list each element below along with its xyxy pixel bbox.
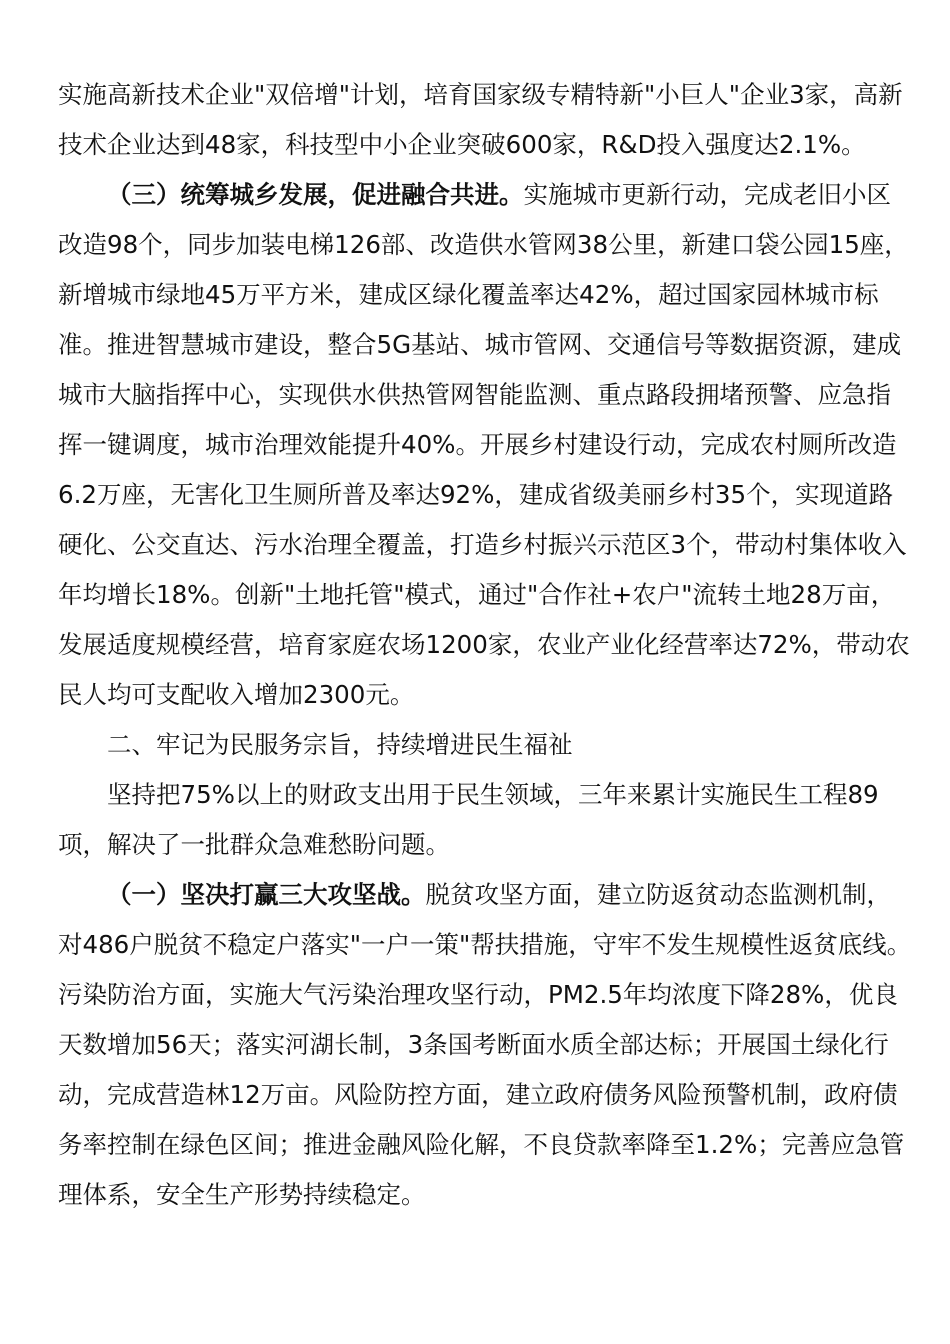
paragraph-text: 脱贫攻坚方面，建立防返贫动态监测机制，对486户脱贫不稳定户落实"一户一策"帮扶措施，守牢不发生规模性返贫底线。污染防治方面，实施大气污染治理攻坚行动，PM2.5年均浓度下降28%，优良天数增加56天；落实河湖长制，3条国考断面水质全部达标；开展国土绿化行动，完成营造林12万亩。风险防控方面，建立政府债务风险预警机制，政府债务率控制在绿色区间；推进金融风险化解，不良贷款率降至1.2%；完善应急管理体系，安全生产形势持续稳定。 [58, 880, 912, 1209]
paragraph-continued [58, 70, 914, 170]
document-page [58, 70, 914, 1220]
section-heading-1: （一）坚决打赢三大攻坚战。 [107, 880, 426, 909]
paragraph-text: 实施高新技术企业"双倍增"计划，培育国家级专精特新"小巨人"企业3家，高新技术企业达到48家，科技型中小企业突破600家，R&D投入强度达2.1%。 [58, 80, 903, 159]
paragraph-text: 实施城市更新行动，完成老旧小区改造98个，同步加装电梯126部、改造供水管网38公里，新建口袋公园15座，新增城市绿地45万平方米，建成区绿化覆盖率达42%，超过国家园林城市标准。推进智慧城市建设，整合5G基站、城市管网、交通信号等数据资源，建成城市大脑指挥中心，实现供水供热管网智能监测、重点路段拥堵预警、应急指挥一键调度，城市治理效能提升40%。开展乡村建设行动，完成农村厕所改造6.2万座，无害化卫生厕所普及率达92%，建成省级美丽乡村35个，实现道路硬化、公交直达、污水治理全覆盖，打造乡村振兴示范区3个，带动村集体收入年均增长18%。创新"土地托管"模式，通过"合作社+农户"流转土地28万亩，发展适度规模经营，培育家庭农场1200家，农业产业化经营率达72%，带动农民人均可支配收入增加2300元。 [58, 180, 910, 709]
paragraph-urban-rural [58, 170, 914, 720]
paragraph-text: 坚持把75%以上的财政支出用于民生领域，三年来累计实施民生工程89项，解决了一批群众急难愁盼问题。 [58, 780, 879, 859]
section-heading-3: （三）统筹城乡发展，促进融合共进。 [107, 180, 524, 209]
chapter-heading-2 [58, 720, 914, 770]
paragraph-three-battles [58, 870, 914, 1220]
paragraph-livelihood [58, 770, 914, 870]
heading-text: 二、牢记为民服务宗旨，持续增进民生福祉 [107, 730, 573, 759]
